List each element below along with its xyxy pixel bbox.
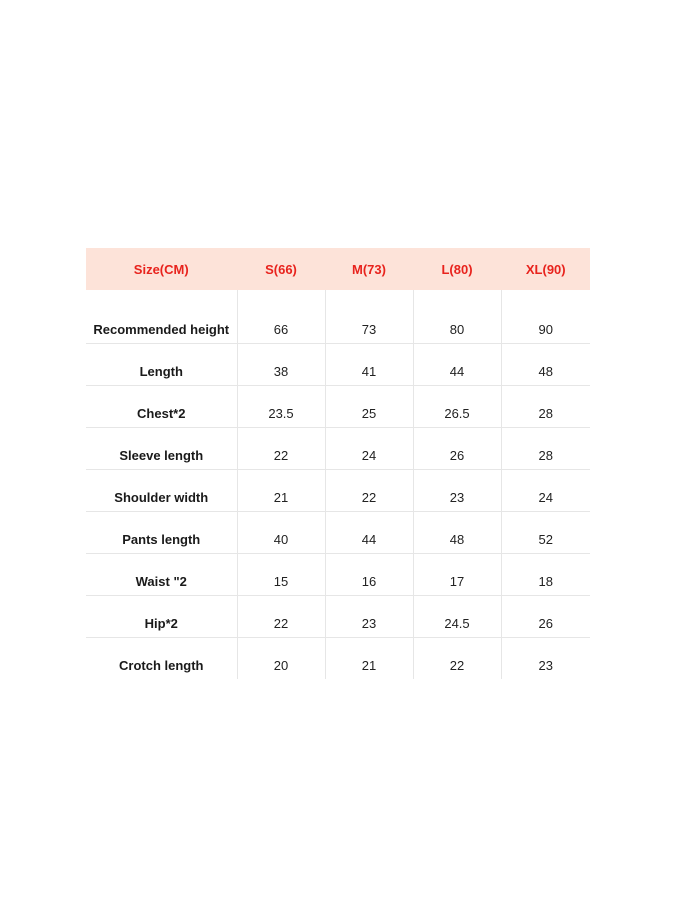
value-m: 41 [361,364,377,379]
value-m-cell [325,638,413,680]
value-xl: 52 [538,532,553,547]
value-s: 23.5 [268,406,294,421]
value-l-cell [413,302,501,344]
value-l-cell [413,428,501,470]
value-xl-cell [501,638,590,680]
size-chart-header [86,248,590,290]
value-s-cell [237,638,325,680]
value-xl-cell [501,344,590,386]
value-m: 21 [361,658,377,673]
measurement-label-cell [86,386,237,428]
value-s-cell [237,596,325,638]
measurement-label: Recommended height [93,322,230,337]
value-s-cell [237,428,325,470]
value-l-cell [413,596,501,638]
value-s-cell [237,386,325,428]
value-l-cell [413,554,501,596]
value-s: 20 [273,658,289,673]
table-row [86,428,590,470]
value-m-cell [325,512,413,554]
value-s-cell [237,344,325,386]
value-m: 25 [361,406,377,421]
header-size-xl: XL(90) [501,248,590,290]
value-m: 73 [361,322,377,337]
value-s: 38 [273,364,289,379]
measurement-label-cell [86,638,237,680]
value-l-cell [413,386,501,428]
value-xl: 28 [538,448,553,463]
value-m-cell [325,344,413,386]
value-s-cell [237,302,325,344]
measurement-label: Length [139,364,183,379]
value-l: 23 [449,490,465,505]
value-xl: 18 [538,574,553,589]
size-chart-table [86,248,590,679]
value-m-cell [325,302,413,344]
value-s: 40 [273,532,289,547]
header-row [86,248,590,290]
value-l: 24.5 [444,616,470,631]
value-m: 44 [361,532,377,547]
value-m: 22 [361,490,377,505]
value-l: 22 [449,658,465,673]
measurement-label-cell [86,596,237,638]
table-row [86,596,590,638]
value-l: 26.5 [444,406,470,421]
value-l-cell [413,344,501,386]
header-size-label: Size(CM) [86,248,237,290]
value-xl-cell [501,386,590,428]
value-l: 48 [449,532,465,547]
value-l-cell [413,512,501,554]
value-xl: 90 [538,322,553,337]
value-l: 80 [449,322,465,337]
value-s: 21 [273,490,289,505]
spacer-row [86,290,590,302]
value-xl: 24 [538,490,553,505]
measurement-label: Hip*2 [144,616,178,631]
measurement-label-cell [86,428,237,470]
measurement-label-cell [86,554,237,596]
size-chart-body [86,290,590,679]
value-m: 23 [361,616,377,631]
value-l: 17 [449,574,465,589]
table-row [86,512,590,554]
value-s-cell [237,470,325,512]
value-s: 15 [273,574,289,589]
value-s-cell [237,512,325,554]
measurement-label-cell [86,512,237,554]
value-xl-cell [501,596,590,638]
value-xl-cell [501,512,590,554]
value-l-cell [413,470,501,512]
table-row [86,470,590,512]
value-s-cell [237,554,325,596]
measurement-label-cell [86,470,237,512]
measurement-label: Chest*2 [137,406,186,421]
value-xl: 26 [538,616,553,631]
value-m-cell [325,554,413,596]
table-row [86,344,590,386]
measurement-label-cell [86,302,237,344]
measurement-label: Crotch length [119,658,204,673]
value-s: 22 [273,616,289,631]
value-m: 24 [361,448,377,463]
value-s: 66 [273,322,289,337]
value-s: 22 [273,448,289,463]
value-xl-cell [501,470,590,512]
value-l: 26 [449,448,465,463]
measurement-label-cell [86,344,237,386]
measurement-label: Pants length [122,532,201,547]
value-l-cell [413,638,501,680]
measurement-label: Sleeve length [119,448,204,463]
value-xl: 23 [538,658,553,673]
value-xl-cell [501,428,590,470]
value-m-cell [325,596,413,638]
value-m: 16 [361,574,377,589]
header-size-l: L(80) [413,248,501,290]
header-size-s: S(66) [237,248,325,290]
table-row [86,638,590,680]
table-row [86,302,590,344]
value-m-cell [325,470,413,512]
table-row [86,554,590,596]
value-xl: 48 [538,364,553,379]
value-m-cell [325,428,413,470]
value-l: 44 [449,364,465,379]
table-row [86,386,590,428]
value-xl-cell [501,302,590,344]
measurement-label: Waist "2 [135,574,187,589]
value-m-cell [325,386,413,428]
measurement-label: Shoulder width [114,490,209,505]
header-size-m: M(73) [325,248,413,290]
value-xl-cell [501,554,590,596]
value-xl: 28 [538,406,553,421]
